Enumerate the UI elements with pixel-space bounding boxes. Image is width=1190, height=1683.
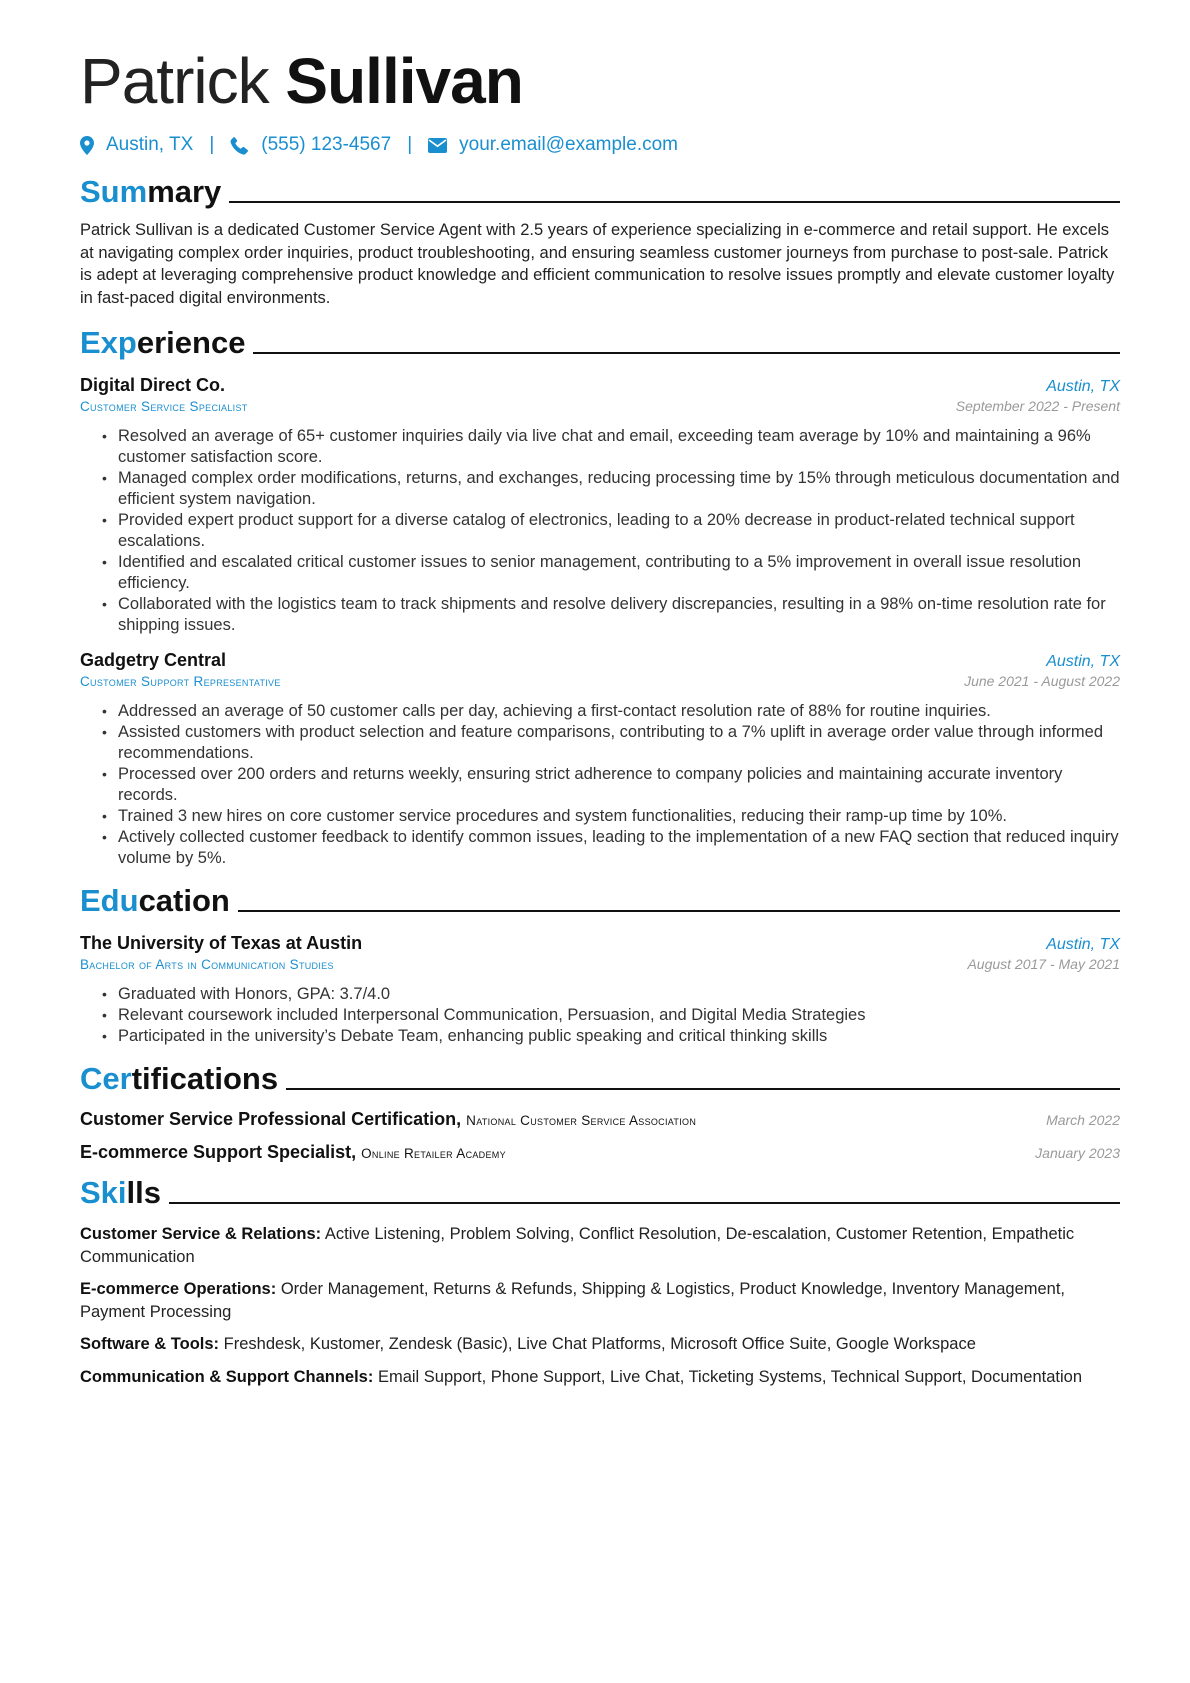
company-name: Gadgetry Central	[80, 650, 227, 670]
section-title-accent: Edu	[80, 883, 139, 918]
certification-comma: ,	[351, 1142, 362, 1162]
contact-email[interactable]	[428, 134, 678, 156]
skill-items: Order Management, Returns & Refunds, Shipping & Logistics, Product Knowledge, Inventory Management, Payment Processing	[80, 1280, 1066, 1321]
list-item: • Assisted customers with product selection and feature comparisons, contributing to a 7% uplift in average order value through informed recommendations.	[118, 722, 1120, 764]
list-item: • Managed complex order modifications, returns, and exchanges, reducing processing time by 15% through meticulous documentation and efficient system navigation.	[118, 468, 1120, 510]
section-title-accent: Exp	[80, 325, 137, 360]
section-rule	[253, 352, 1120, 354]
list-item: • Resolved an average of 65+ customer inquiries daily via live chat and email, exceeding team average by 10% and maintaining a 96% customer satisfaction score.	[118, 426, 1120, 468]
job-title: Customer Service Specialist	[80, 399, 248, 414]
certification-issuer: National Customer Service Association	[466, 1113, 697, 1128]
education-dates: August 2017 - May 2021	[967, 956, 1120, 972]
skill-items: Freshdesk, Kustomer, Zendesk (Basic), Live Chat Platforms, Microsoft Office Suite, Google Workspace	[223, 1335, 976, 1353]
skill-category: Communication & Support Channels:	[80, 1367, 374, 1386]
contact-phone[interactable]	[230, 134, 391, 156]
achievement-list	[80, 701, 1120, 869]
certification-comma: ,	[456, 1109, 467, 1129]
section-rule	[286, 1088, 1120, 1090]
education-list	[80, 984, 1120, 1047]
section-title-rest: tifications	[131, 1061, 279, 1096]
contact-separator: |	[407, 134, 413, 155]
list-item: • Collaborated with the logistics team to track shipments and resolve delivery discrepancies, resulting in a 98% on-time resolution rate for shipping issues.	[118, 594, 1120, 636]
section-title	[80, 174, 221, 210]
company-name: Digital Direct Co.	[80, 375, 226, 395]
job-location: Austin, TX	[1046, 653, 1120, 670]
certification-entry	[80, 1142, 1120, 1163]
skill-row	[80, 1278, 1120, 1323]
skill-items: Email Support, Phone Support, Live Chat, Ticketing Systems, Technical Support, Documentation	[377, 1367, 1083, 1386]
experience-entry	[80, 650, 1120, 869]
section-title	[80, 1061, 278, 1097]
section-rule	[169, 1202, 1120, 1204]
map-pin-icon	[80, 136, 94, 155]
resume-page	[80, 44, 1120, 1398]
list-item: • Graduated with Honors, GPA: 3.7/4.0	[118, 984, 1120, 1005]
summary-section-header	[80, 172, 1120, 210]
certification-name: Customer Service Professional Certification	[80, 1109, 457, 1129]
job-title: Customer Support Representative	[80, 674, 281, 689]
experience-entry	[80, 375, 1120, 636]
education-section-header	[80, 881, 1120, 919]
certification-name: E-commerce Support Specialist	[80, 1142, 352, 1162]
skills-list	[80, 1223, 1120, 1388]
summary-text: Patrick Sullivan is a dedicated Customer Service Agent with 2.5 years of experience specializing in e-commerce and retail support. He excels at navigating complex order inquiries, product troubleshooting, and ensuring seamless customer journeys from purchase to post-sale. Patrick is adept at leveraging comprehensive product knowledge and efficient communication to resolve issues promptly and elevate customer loyalty in fast-paced digital environments.	[80, 221, 1115, 307]
school-location: Austin, TX	[1046, 936, 1120, 953]
job-dates: September 2022 - Present	[955, 398, 1120, 414]
section-title-rest: mary	[147, 174, 222, 209]
list-item: • Trained 3 new hires on core customer service procedures and system functionalities, reducing their ramp-up time by 10%.	[118, 806, 1120, 827]
certifications-section-header	[80, 1059, 1120, 1097]
degree: Bachelor of Arts in Communication Studies	[80, 957, 334, 972]
section-title-rest: lls	[126, 1175, 161, 1210]
section-title	[80, 883, 230, 919]
skill-category: Software & Tools:	[80, 1335, 220, 1353]
school-name: The University of Texas at Austin	[80, 933, 363, 953]
list-item: • Identified and escalated critical customer issues to senior management, contributing to a 5% improvement in overall issue resolution efficiency.	[118, 552, 1120, 594]
list-item: • Participated in the university’s Debate Team, enhancing public speaking and critical thinking skills	[118, 1026, 1120, 1047]
certification-issuer: Online Retailer Academy	[361, 1146, 506, 1161]
contact-separator: |	[209, 134, 215, 155]
skill-category: Customer Service & Relations:	[80, 1225, 322, 1243]
section-title	[80, 325, 245, 361]
phone-text: (555) 123-4567	[261, 134, 392, 155]
last-name: Sullivan	[285, 45, 523, 117]
skill-items: Active Listening, Problem Solving, Conflict Resolution, De-escalation, Customer Retention, Empathetic Communication	[80, 1225, 1075, 1266]
section-title	[80, 1175, 161, 1211]
first-name: Patrick	[80, 45, 269, 117]
certification-entry	[80, 1109, 1120, 1130]
education-entry	[80, 933, 1120, 1047]
candidate-name	[80, 44, 1120, 118]
list-item: • Actively collected customer feedback to identify common issues, leading to the implementation of a new FAQ section that reduced inquiry volume by 5%.	[118, 827, 1120, 869]
list-item: • Provided expert product support for a diverse catalog of electronics, leading to a 20% decrease in product-related technical support escalations.	[118, 510, 1120, 552]
certification-date: March 2022	[1046, 1112, 1120, 1128]
list-item: • Addressed an average of 50 customer calls per day, achieving a first-contact resolution rate of 88% for routine inquiries.	[118, 701, 1120, 722]
skill-row	[80, 1333, 1120, 1356]
location-text: Austin, TX	[106, 134, 194, 155]
section-title-accent: Cer	[80, 1061, 132, 1096]
certification-date: January 2023	[1035, 1145, 1120, 1161]
skill-row	[80, 1366, 1120, 1389]
section-title-accent: Sum	[80, 174, 148, 209]
job-location: Austin, TX	[1046, 378, 1120, 395]
skill-row	[80, 1223, 1120, 1268]
skill-category: E-commerce Operations:	[80, 1280, 277, 1298]
section-title-rest: cation	[138, 883, 230, 918]
job-dates: June 2021 - August 2022	[964, 673, 1120, 689]
contact-location	[80, 134, 193, 156]
experience-section-header	[80, 323, 1120, 361]
section-title-accent: Ski	[80, 1175, 127, 1210]
email-text: your.email@example.com	[459, 134, 678, 155]
envelope-icon	[428, 138, 447, 153]
contact-line	[80, 130, 1120, 160]
section-rule	[229, 201, 1120, 203]
section-title-rest: erience	[136, 325, 246, 360]
section-rule	[238, 910, 1120, 912]
list-item: • Processed over 200 orders and returns weekly, ensuring strict adherence to company policies and maintaining accurate inventory records.	[118, 764, 1120, 806]
skills-section-header	[80, 1173, 1120, 1211]
phone-icon	[230, 136, 249, 155]
achievement-list	[80, 426, 1120, 636]
list-item: • Relevant coursework included Interpersonal Communication, Persuasion, and Digital Media Strategies	[118, 1005, 1120, 1026]
